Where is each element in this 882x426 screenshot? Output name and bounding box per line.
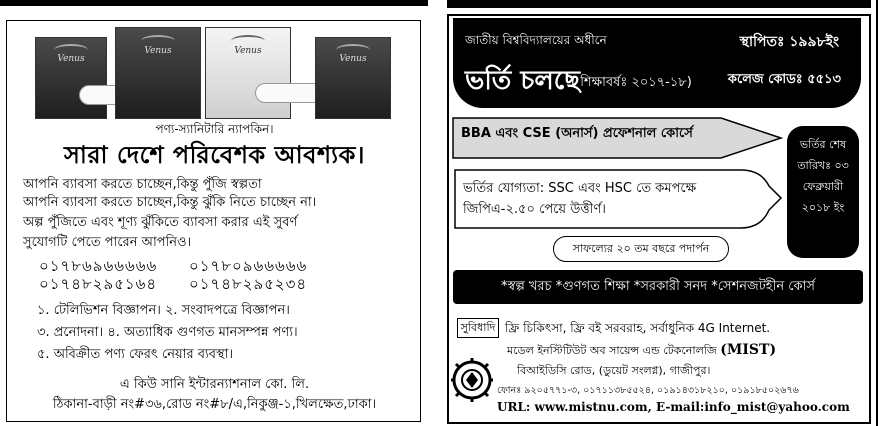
benefits-label: সুবিধাদি: [457, 318, 499, 338]
benefit-point: ৩. প্রনোদনা। ৪. অত্যাধিক গুণগত মানসম্পন্ন পণ্য।: [37, 325, 298, 340]
phone-number[interactable]: ০১৭৪৮২৯৫১৬৪: [39, 275, 158, 293]
institute-full-name: মডেল ইনস্টিটিউট অব সায়েন্স এন্ড টেকনোলজি: [507, 344, 717, 357]
top-rule-left: [0, 0, 428, 6]
institute-phones[interactable]: ফোনঃ ৯২০৫৭৭১-৩, ০১৭১১৩৮৫৫২৪, ০১৯১৪৩১৮২১০, ০১৯১৮৫০২৬৭৬: [497, 385, 799, 396]
company-name: এ কিউ সানি ইন্টারন্যাশনাল কো. লি.: [119, 377, 310, 392]
institute-name: [507, 342, 776, 361]
qualification-line: জিপিএ-২.৫০ পেয়ে উত্তীর্ণ।: [463, 202, 606, 217]
session-text: ( শিক্ষাবর্ষঃ ২০১৭-১৮): [571, 75, 692, 90]
college-admission-ad: [447, 14, 871, 424]
institute-address: বিআইডিসি রোড, (ডুয়েট সংলগ্ন), গাজীপুর।: [517, 364, 711, 377]
body-line: সুযোগটি পেতে পারেন আপনিও।: [23, 235, 192, 250]
phone-number[interactable]: ০১৭৮৬৯৬৬৬৬৬: [39, 257, 158, 275]
qualification-text: [463, 178, 696, 220]
admission-heading: ভর্তি চলছে: [465, 66, 580, 96]
product-pack: Venus: [115, 27, 201, 119]
product-pack: Venus: [315, 37, 391, 119]
body-line: আপনি ব্যাবসা করতে চাচ্ছেন,কিন্তু পুঁজি স্বল্পতা: [23, 177, 262, 192]
milestone-badge: সাফল্যের ২০ তম বছরে পদার্পন: [553, 236, 729, 262]
established-text: স্থাপিতঃ ১৯৯৮ইং: [739, 34, 839, 50]
top-rule-right: [447, 0, 871, 8]
affiliation-text: জাতীয় বিশ্ববিদ্যালয়ের অধীনে: [465, 33, 607, 47]
features-strip: *স্বল্প খরচ *গুণগত শিক্ষা *সরকারী সনদ *সেশনজটহীন কোর্স: [453, 270, 863, 304]
sanitary-napkin-ad: [6, 20, 421, 422]
product-category: পণ্য-স্যানিটারি ন্যাপকিন।: [155, 122, 274, 136]
body-line: আপনি ব্যাবসা করতে চাচ্ছেন,কিন্তু ঝুঁকি নিতে চাচ্ছেন না।: [23, 195, 317, 210]
institute-emblem-icon: [451, 344, 493, 414]
product-photo: [15, 23, 410, 123]
column-rule: [876, 0, 878, 426]
admission-deadline: [787, 126, 859, 258]
college-code: কলেজ কোডঃ ৫৫১৩: [727, 72, 841, 87]
deadline-line: তারিখঃ ০৩: [797, 159, 849, 172]
phone-row: [39, 273, 454, 298]
phone-number[interactable]: ০১৭৪৮২৯৫২৩৪: [189, 275, 308, 293]
benefit-point: ৫. অবিক্রীত পণ্য ফেরৎ নেয়ার ব্যবস্থা।: [37, 347, 233, 362]
qualification-line: ভর্তির যোগ্যতা: SSC এবং HSC তে কমপক্ষে: [463, 181, 697, 196]
course-offer: BBA এবং CSE (অনার্স) প্রফেশনাল কোর্সে: [461, 126, 693, 141]
product-pack: Venus: [35, 37, 107, 119]
institute-abbreviation: (MIST): [720, 342, 777, 358]
benefit-point: ১. টেলিভিশন বিজ্ঞাপন। ২. সংবাদপত্রে বিজ্ঞাপন।: [37, 303, 290, 318]
company-address: ঠিকানা-বাড়ী নং#৩৬,রোড নং#৮/এ,নিকুঞ্জ-১,খিলক্ষেত,ঢাকা।: [52, 397, 377, 412]
body-line: অল্প পুঁজিতে এবং শূণ্য ঝুঁকিতে ব্যাবসা করার এই সুবর্ণ: [23, 215, 298, 230]
benefits-text: ফ্রি চিকিৎসা, ফ্রি বই সরবরাহ, সর্বাধুনিক 4G Internet.: [505, 321, 771, 335]
admission-banner: [453, 18, 861, 108]
ad-headline: সারা দেশে পরিবেশক আবশ্যক।: [64, 140, 365, 169]
deadline-line: ২০১৮ ইং: [801, 201, 845, 214]
institute-url-email[interactable]: URL: www.mistnu.com, E-mail:info_mist@yahoo.com: [497, 400, 850, 414]
deadline-line: ভর্তির শেষ: [799, 138, 847, 151]
phone-number[interactable]: ০১৭৮০৯৬৬৬৬৬: [189, 257, 308, 275]
product-pack: Venus: [205, 27, 291, 119]
deadline-line: ফেব্রুয়ারী: [802, 180, 844, 193]
